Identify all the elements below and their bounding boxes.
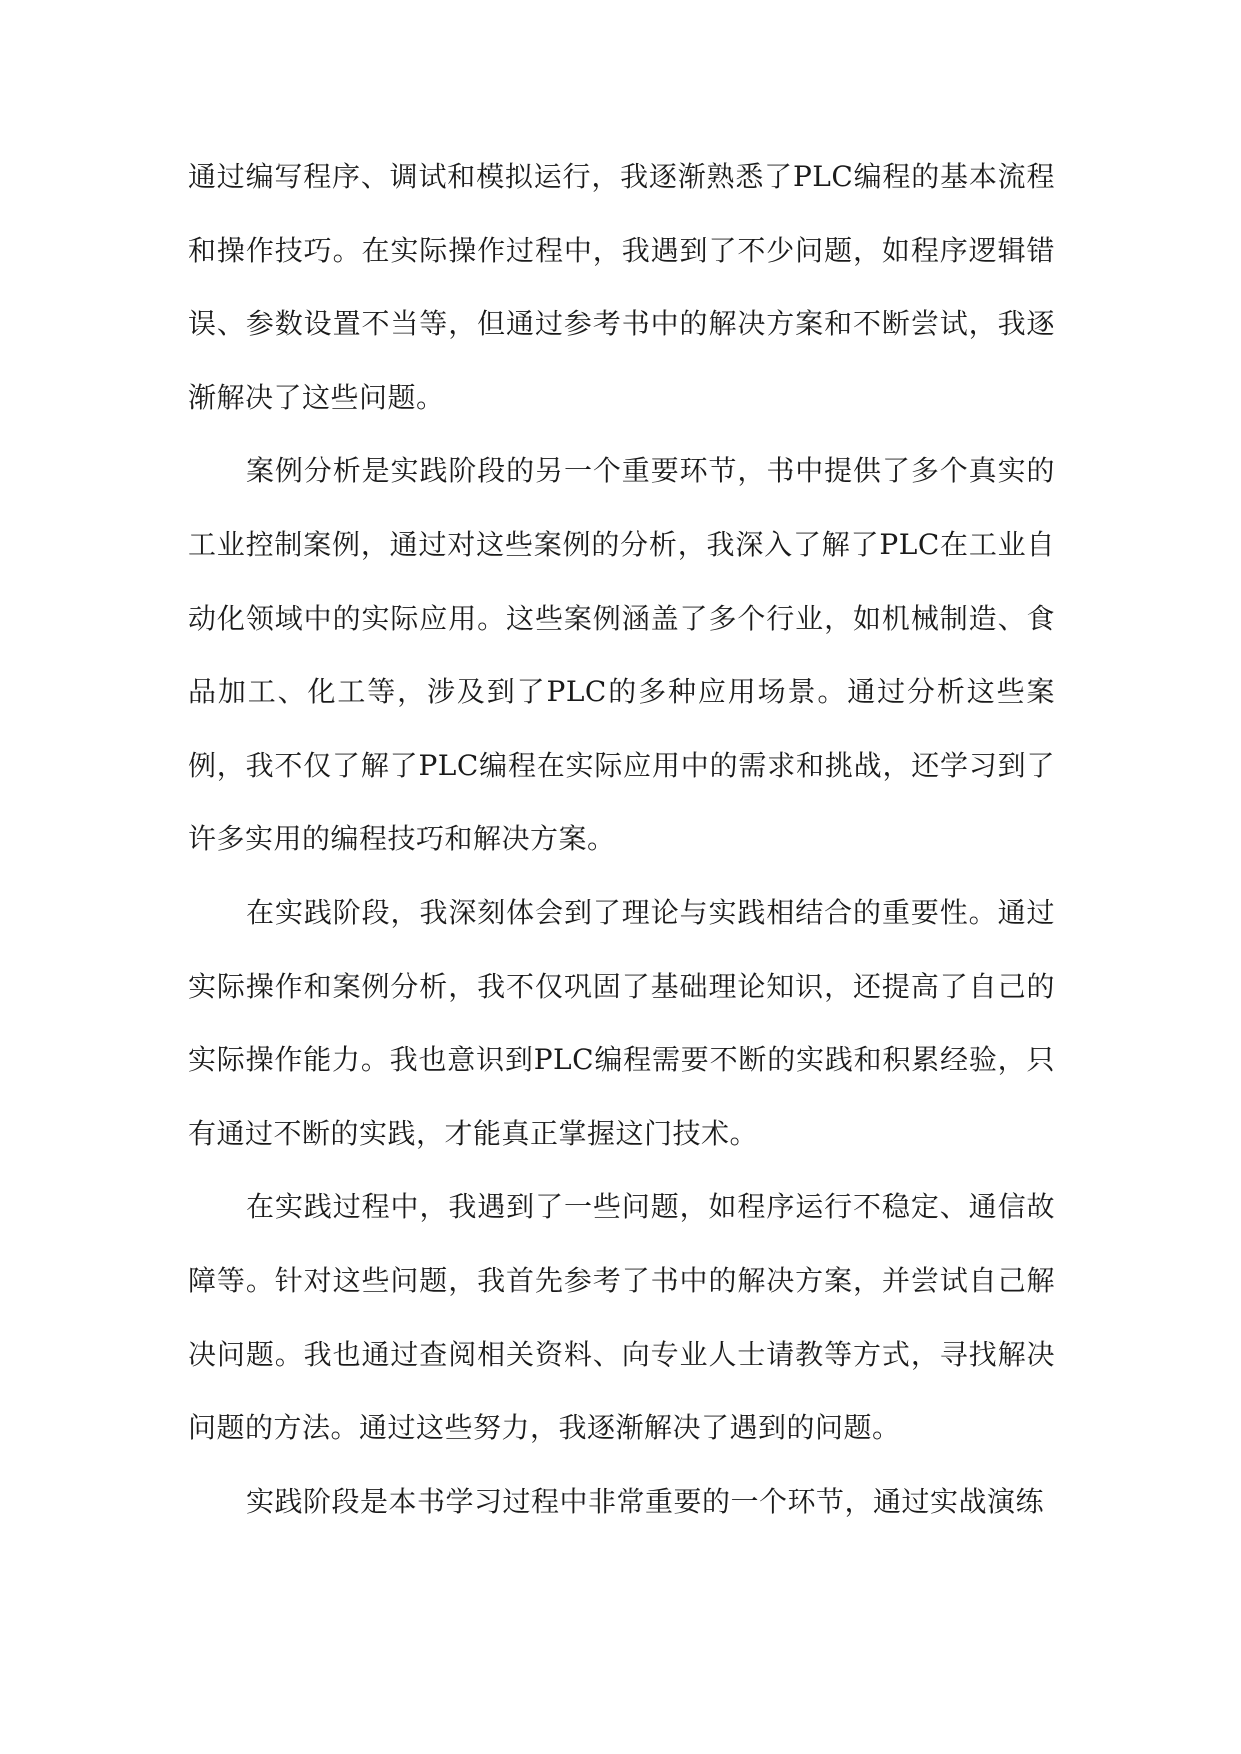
document-body xyxy=(188,140,1055,1538)
paragraph-1: 通过编写程序、调试和模拟运行，我逐渐熟悉了PLC编程的基本流程和操作技巧。在实际操作过程中，我遇到了不少问题，如程序逻辑错误、参数设置不当等，但通过参考书中的解决方案和不断尝试，我逐渐解决了这些问题。 xyxy=(188,160,1055,414)
paragraph-3: 在实践阶段，我深刻体会到了理论与实践相结合的重要性。通过实际操作和案例分析，我不仅巩固了基础理论知识，还提高了自己的实际操作能力。我也意识到PLC编程需要不断的实践和积累经验，只有通过不断的实践，才能真正掌握这门技术。 xyxy=(188,895,1055,1150)
paragraph-4: 在实践过程中，我遇到了一些问题，如程序运行不稳定、通信故障等。针对这些问题，我首先参考了书中的解决方案，并尝试自己解决问题。我也通过查阅相关资料、向专业人士请教等方式，寻找解决问题的方法。通过这些努力，我逐渐解决了遇到的问题。 xyxy=(188,1190,1055,1445)
paragraph-5: 实践阶段是本书学习过程中非常重要的一个环节，通过实战演练 xyxy=(246,1484,1045,1518)
paragraph-2: 案例分析是实践阶段的另一个重要环节，书中提供了多个真实的工业控制案例，通过对这些案例的分析，我深入了解了PLC在工业自动化领域中的实际应用。这些案例涵盖了多个行业，如机械制造、食品加工、化工等，涉及到了PLC的多种应用场景。通过分析这些案例，我不仅了解了PLC编程在实际应用中的需求和挑战，还学习到了许多实用的编程技巧和解决方案。 xyxy=(188,454,1055,856)
